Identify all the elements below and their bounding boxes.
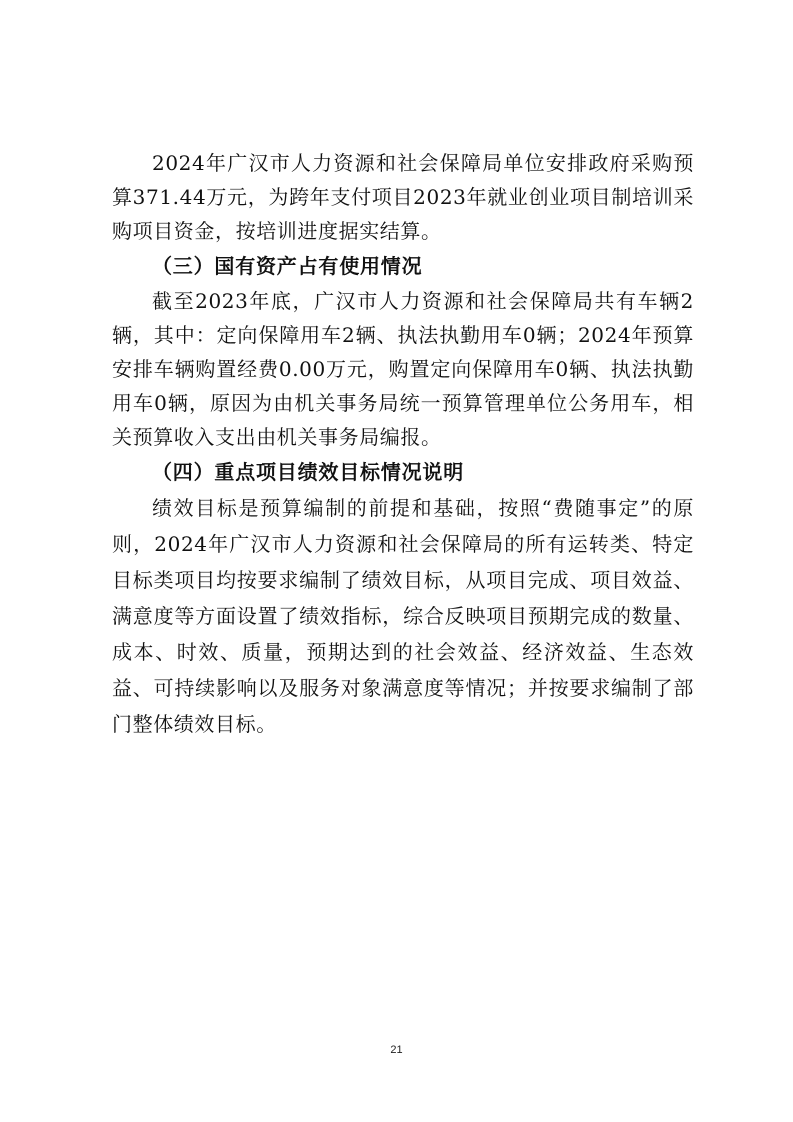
document-body	[112, 146, 694, 742]
page-number: 21	[390, 1044, 403, 1056]
paragraph-vehicles: 截至2023年底，广汉市人力资源和社会保障局共有车辆2辆，其中：定向保障用车2辆、执法执勤用车0辆；2024年预算安排车辆购置经费0.00万元，购置定向保障用车0辆、执法执勤用车0辆，原因为由机关事务局统一预算管理单位公务用车，相关预算收入支出由机关事务局编报。	[112, 289, 694, 449]
section-heading-performance: （四）重点项目绩效目标情况说明	[152, 460, 464, 484]
section-heading-assets: （三）国有资产占有使用情况	[152, 254, 423, 278]
paragraph-performance-goals: 绩效目标是预算编制的前提和基础，按照“费随事定”的原则，2024年广汉市人力资源和社会保障局的所有运转类、特定目标类项目均按要求编制了绩效目标，从项目完成、项目效益、满意度等方面设置了绩效指标，综合反映项目预期完成的数量、成本、时效、质量，预期达到的社会效益、经济效益、生态效益、可持续影响以及服务对象满意度等情况；并按要求编制了部门整体绩效目标。	[112, 496, 694, 736]
paragraph-procurement: 2024年广汉市人力资源和社会保障局单位安排政府采购预算371.44万元，为跨年支付项目2023年就业创业项目制培训采购项目资金，按培训进度据实结算。	[112, 151, 694, 243]
